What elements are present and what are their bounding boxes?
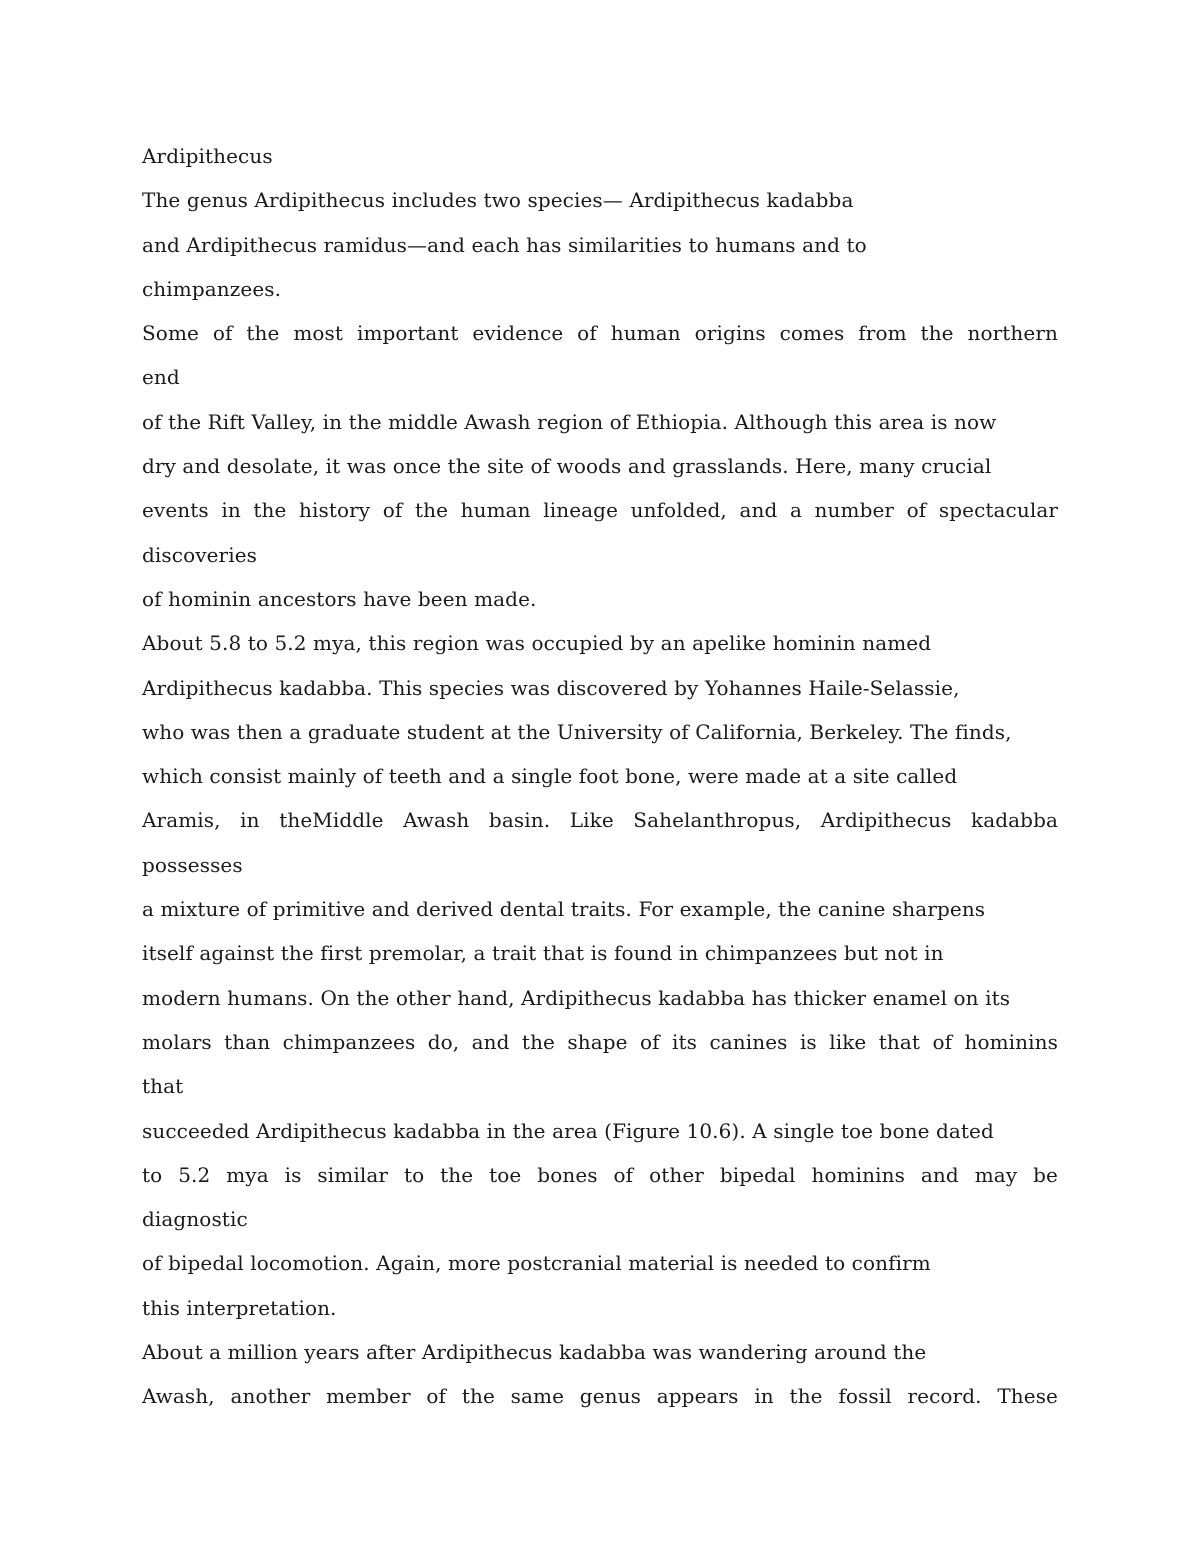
text-line: events in the history of the human lineage unfolded, and a number of spectacular [142,498,1058,523]
text-line: this interpretation. [142,1295,337,1320]
text-line: chimpanzees. [142,276,282,301]
text-line: possesses [142,852,243,877]
text-line: diagnostic [142,1207,248,1232]
text-line: succeeded Ardipithecus kadabba in the area (Figure 10.6). A single toe bone dated [142,1118,994,1143]
text-line: of hominin ancestors have been made. [142,586,537,611]
text-line: modern humans. On the other hand, Ardipithecus kadabba has thicker enamel on its [142,985,1011,1010]
text-line: discoveries [142,542,257,567]
text-line: which consist mainly of teeth and a single foot bone, were made at a site called [142,764,958,789]
text-line: itself against the first premolar, a trait that is found in chimpanzees but not in [142,941,944,966]
text-line: About 5.8 to 5.2 mya, this region was occupied by an apelike hominin named [142,631,932,656]
document-lines [142,178,1058,1418]
document-body [142,134,1058,1419]
text-line: and Ardipithecus ramidus—and each has similarities to humans and to [142,232,867,257]
text-line: Ardipithecus kadabba. This species was discovered by Yohannes Haile-Selassie, [142,675,960,700]
text-line: Aramis, in theMiddle Awash basin. Like Sahelanthropus, Ardipithecus kadabba [142,808,1058,833]
text-line: About a million years after Ardipithecus kadabba was wandering around the [142,1340,927,1365]
text-line: that [142,1074,184,1099]
text-line: a mixture of primitive and derived dental traits. For example, the canine sharpens [142,897,986,922]
document-title: Ardipithecus [142,144,273,168]
text-line: to 5.2 mya is similar to the toe bones of other bipedal hominins and may be [142,1162,1058,1187]
text-line: who was then a graduate student at the University of California, Berkeley. The finds, [142,719,1012,744]
text-line: molars than chimpanzees do, and the shape of its canines is like that of hominins [142,1029,1058,1054]
text-line: end [142,365,180,390]
text-line: dry and desolate, it was once the site of woods and grasslands. Here, many crucial [142,454,992,479]
text-line: The genus Ardipithecus includes two species— Ardipithecus kadabba [142,188,854,213]
text-line: of bipedal locomotion. Again, more postcranial material is needed to confirm [142,1251,931,1276]
text-line: of the Rift Valley, in the middle Awash region of Ethiopia. Although this area is now [142,409,997,434]
text-line: Some of the most important evidence of human origins comes from the northern [142,321,1058,346]
text-line: Awash, another member of the same genus appears in the fossil record. These [142,1384,1058,1409]
